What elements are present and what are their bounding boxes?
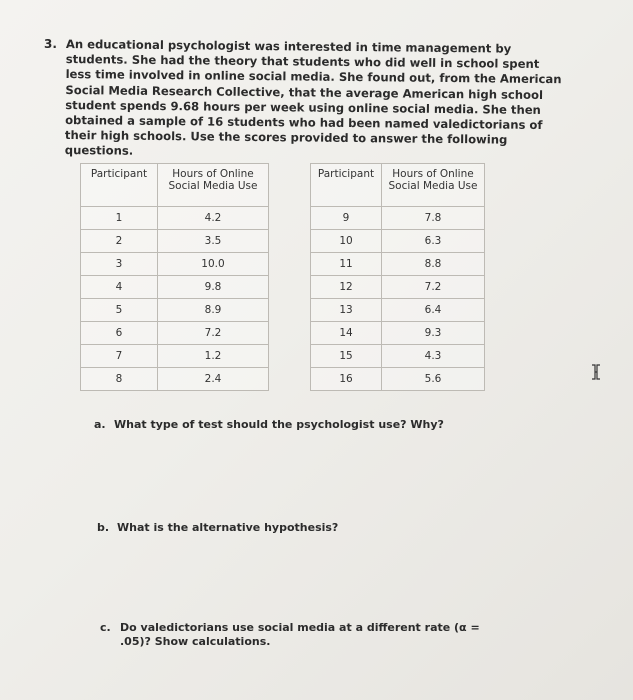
hours-cell: 4.3 <box>382 345 485 368</box>
table-row <box>81 368 269 391</box>
table-row <box>81 253 269 276</box>
data-table-right <box>310 163 485 391</box>
hours-cell: 8.8 <box>382 253 485 276</box>
text-cursor-icon <box>591 364 601 380</box>
participant-cell: 1 <box>81 207 158 230</box>
table-row <box>81 276 269 299</box>
hours-cell: 5.6 <box>382 368 485 391</box>
participant-cell: 7 <box>81 345 158 368</box>
subquestion-label: b. <box>97 521 110 534</box>
participant-cell: 11 <box>311 253 382 276</box>
question-text: An educational psychologist was interested in time management by students. She had the theory that students who did well in school spent less time involved in online social media. She found out, from the American Social Media Research Collective, that the average American high school student spends 9.68 hours per week using online social media. She then obtained a sample of 16 students who had been named valedictorians of their high schools. Use the scores provided to answer the following questions. <box>64 37 562 159</box>
subquestion-c <box>100 621 500 649</box>
hours-cell: 7.8 <box>382 207 485 230</box>
table-row <box>81 299 269 322</box>
hours-cell: 9.3 <box>382 322 485 345</box>
participant-cell: 5 <box>81 299 158 322</box>
table-row <box>311 276 485 299</box>
participant-cell: 8 <box>81 368 158 391</box>
participant-cell: 4 <box>81 276 158 299</box>
table-header-participant: Participant <box>81 164 158 207</box>
participant-cell: 16 <box>311 368 382 391</box>
subquestion-label: a. <box>94 418 106 431</box>
subquestion-b <box>97 521 338 535</box>
hours-cell: 1.2 <box>158 345 269 368</box>
hours-cell: 10.0 <box>158 253 269 276</box>
participant-cell: 2 <box>81 230 158 253</box>
table-header-hours: Hours of Online Social Media Use <box>158 164 269 207</box>
question-number: 3. <box>44 37 57 51</box>
subquestion-text: What is the alternative hypothesis? <box>117 521 339 534</box>
table-row <box>311 322 485 345</box>
participant-cell: 10 <box>311 230 382 253</box>
participant-cell: 14 <box>311 322 382 345</box>
hours-cell: 6.3 <box>382 230 485 253</box>
table-row <box>311 299 485 322</box>
hours-cell: 2.4 <box>158 368 269 391</box>
data-table-left <box>80 163 269 391</box>
hours-cell: 8.9 <box>158 299 269 322</box>
table-row <box>311 253 485 276</box>
table-row <box>311 207 485 230</box>
participant-cell: 15 <box>311 345 382 368</box>
subquestion-text: What type of test should the psychologist use? Why? <box>114 418 444 431</box>
table-row <box>81 345 269 368</box>
subquestion-text: Do valedictorians use social media at a different rate (α = .05)? Show calculations. <box>120 621 480 648</box>
table-row <box>81 207 269 230</box>
hours-cell: 7.2 <box>382 276 485 299</box>
participant-cell: 6 <box>81 322 158 345</box>
participant-cell: 12 <box>311 276 382 299</box>
hours-cell: 7.2 <box>158 322 269 345</box>
subquestion-a <box>94 418 444 432</box>
hours-cell: 6.4 <box>382 299 485 322</box>
participant-cell: 3 <box>81 253 158 276</box>
participant-cell: 9 <box>311 207 382 230</box>
hours-cell: 9.8 <box>158 276 269 299</box>
table-row <box>311 230 485 253</box>
hours-cell: 3.5 <box>158 230 269 253</box>
table-row <box>311 368 485 391</box>
table-header-participant: Participant <box>311 164 382 207</box>
participant-cell: 13 <box>311 299 382 322</box>
table-row <box>81 322 269 345</box>
hours-cell: 4.2 <box>158 207 269 230</box>
table-row <box>311 345 485 368</box>
subquestion-label: c. <box>100 621 111 634</box>
table-header-hours: Hours of Online Social Media Use <box>382 164 485 207</box>
table-row <box>81 230 269 253</box>
